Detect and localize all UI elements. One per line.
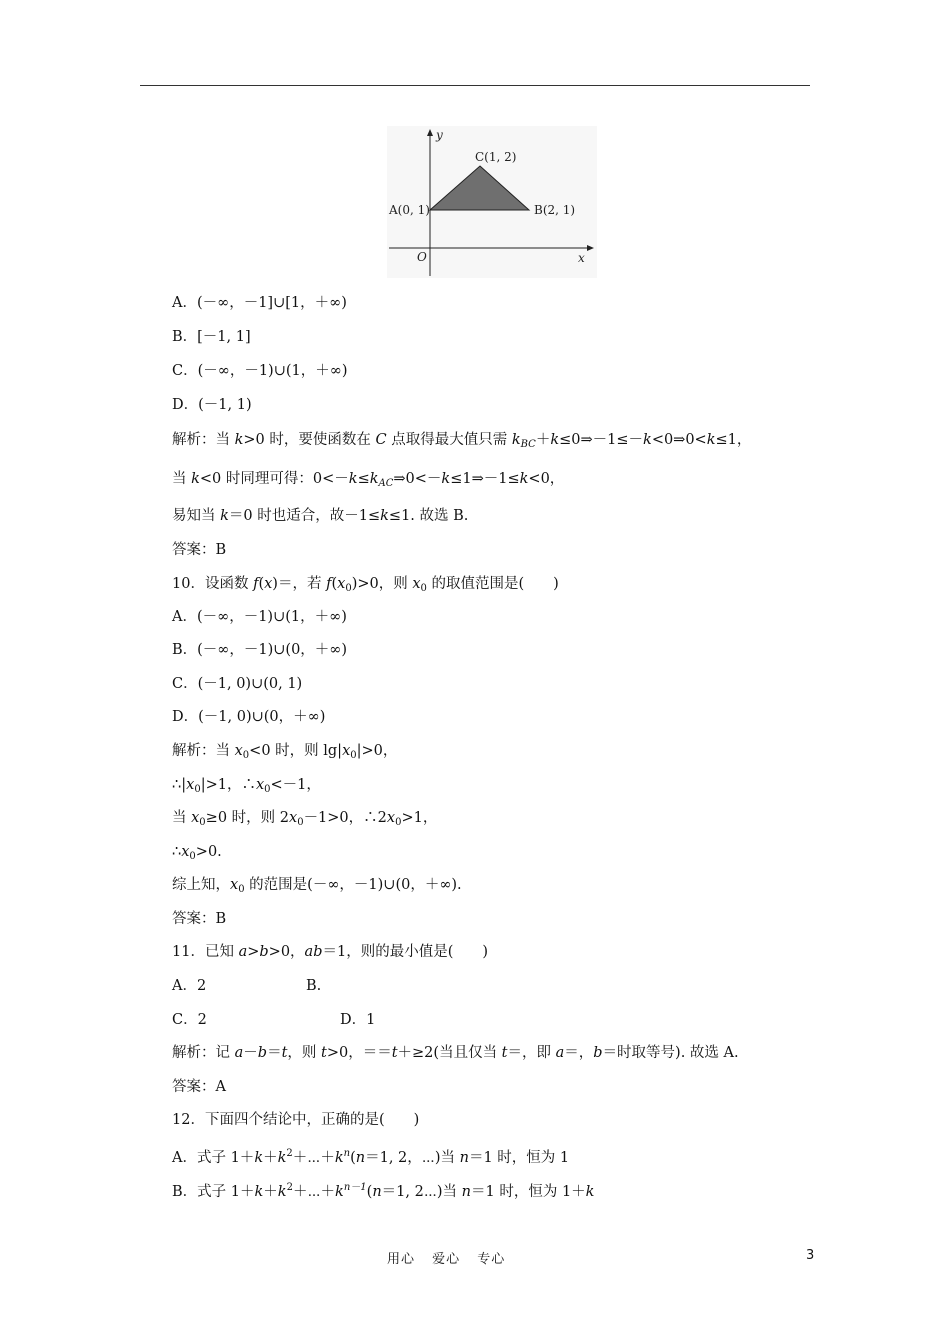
q10-solution-line-2: $\therefore|x_0|>1$，$\therefore x_0<-1$， [172, 777, 321, 795]
q11-solution: 解析：记 a－b＝t，则 t>0，＝＝t＋≥2(当且仅当 t＝，即 a＝，b＝时取等号). 故选 A. [172, 1045, 739, 1061]
q9-option-d: D．(－1, 1) [172, 397, 252, 413]
q9-solution-line-1: 解析：当 k>0 时，要使函数在 C 点取得最大值只需 $k_{BC}+k\le 0\Rightarrow-1\le-k<0\Rightarrow 0<k\le 1$， [172, 432, 752, 450]
axis-y-label: y [436, 128, 443, 142]
triangle-abc [430, 166, 529, 210]
point-a-label: A(0, 1) [389, 203, 430, 217]
q9-solution-line-3: 易知当 k＝0 时也适合，故－1≤k≤1. 故选 B. [172, 508, 469, 524]
q9-option-c: C．(－∞，－1)∪(1，＋∞) [172, 363, 348, 379]
q11-stem: 11．已知 a>b>0，ab＝1，则的最小值是( ) [172, 944, 489, 960]
q10-option-d: D．(－1, 0)∪(0，＋∞) [172, 709, 326, 725]
footer-slogan: 用心 爱心 专心 [387, 1252, 506, 1267]
q10-answer: 答案：B [172, 911, 227, 927]
triangle-figure [387, 126, 597, 278]
q10-solution-line-5: 综上知，$x_0$ 的范围是(－∞，－1)∪(0，＋∞). [172, 877, 462, 895]
point-c-label: C(1, 2) [475, 150, 517, 164]
triangle-figure-svg [387, 126, 597, 278]
q9-answer: 答案：B [172, 542, 227, 558]
q11-answer: 答案：A [172, 1079, 226, 1095]
q9-solution-line-2: 当 k<0 时同理可得：$0<-k\le k_{AC}\Rightarrow 0<-k\le 1\Rightarrow-1\le k<0$， [172, 471, 565, 489]
page-number: 3 [806, 1248, 815, 1263]
q12-option-a: A．式子 $1+k+k^2+\cdots+k^n(n=1$, 2，⋯)当 n＝1 时，恒为 1 [172, 1148, 570, 1166]
q11-option-b: B. [306, 978, 322, 994]
q10-option-a: A．(－∞，－1)∪(1，＋∞) [172, 609, 347, 625]
y-axis-arrow-icon [427, 129, 433, 136]
q11-option-a: A．2 [172, 978, 207, 994]
header-rule [140, 85, 810, 86]
q11-option-d: D．1 [340, 1012, 376, 1028]
q12-option-b: B．式子 $1+k+k^2+\cdots+k^{n-1}(n=1$, 2⋯)当 n＝1 时，恒为 1＋k [172, 1182, 595, 1200]
q10-option-c: C．(－1, 0)∪(0, 1) [172, 676, 303, 692]
q10-solution-line-4: $\therefore x_0>0$. [172, 844, 222, 862]
q11-option-c: C．2 [172, 1012, 207, 1028]
axis-x-label: x [578, 251, 585, 265]
q10-stem: 10．设函数 f(x)＝，若 $f(x_0)>0$，则 $x_0$ 的取值范围是( ) [172, 576, 559, 594]
q10-solution-line-3: 当 $x_0\ge 0$ 时，则 $2x_0-1>0$，$\therefore 2x_0>1$， [172, 810, 438, 828]
q10-solution-line-1: 解析：当 $x_0<0$ 时，则 $\lg|x_0|>0$， [172, 743, 398, 761]
q9-option-a: A．(－∞，－1]∪[1，＋∞) [172, 295, 347, 311]
q12-stem: 12．下面四个结论中，正确的是( ) [172, 1112, 420, 1128]
point-b-label: B(2, 1) [534, 203, 576, 217]
origin-label: O [417, 250, 427, 264]
x-axis-arrow-icon [587, 245, 594, 251]
q10-option-b: B．(－∞，－1)∪(0，＋∞) [172, 642, 348, 658]
q9-option-b: B．[－1, 1] [172, 329, 251, 345]
